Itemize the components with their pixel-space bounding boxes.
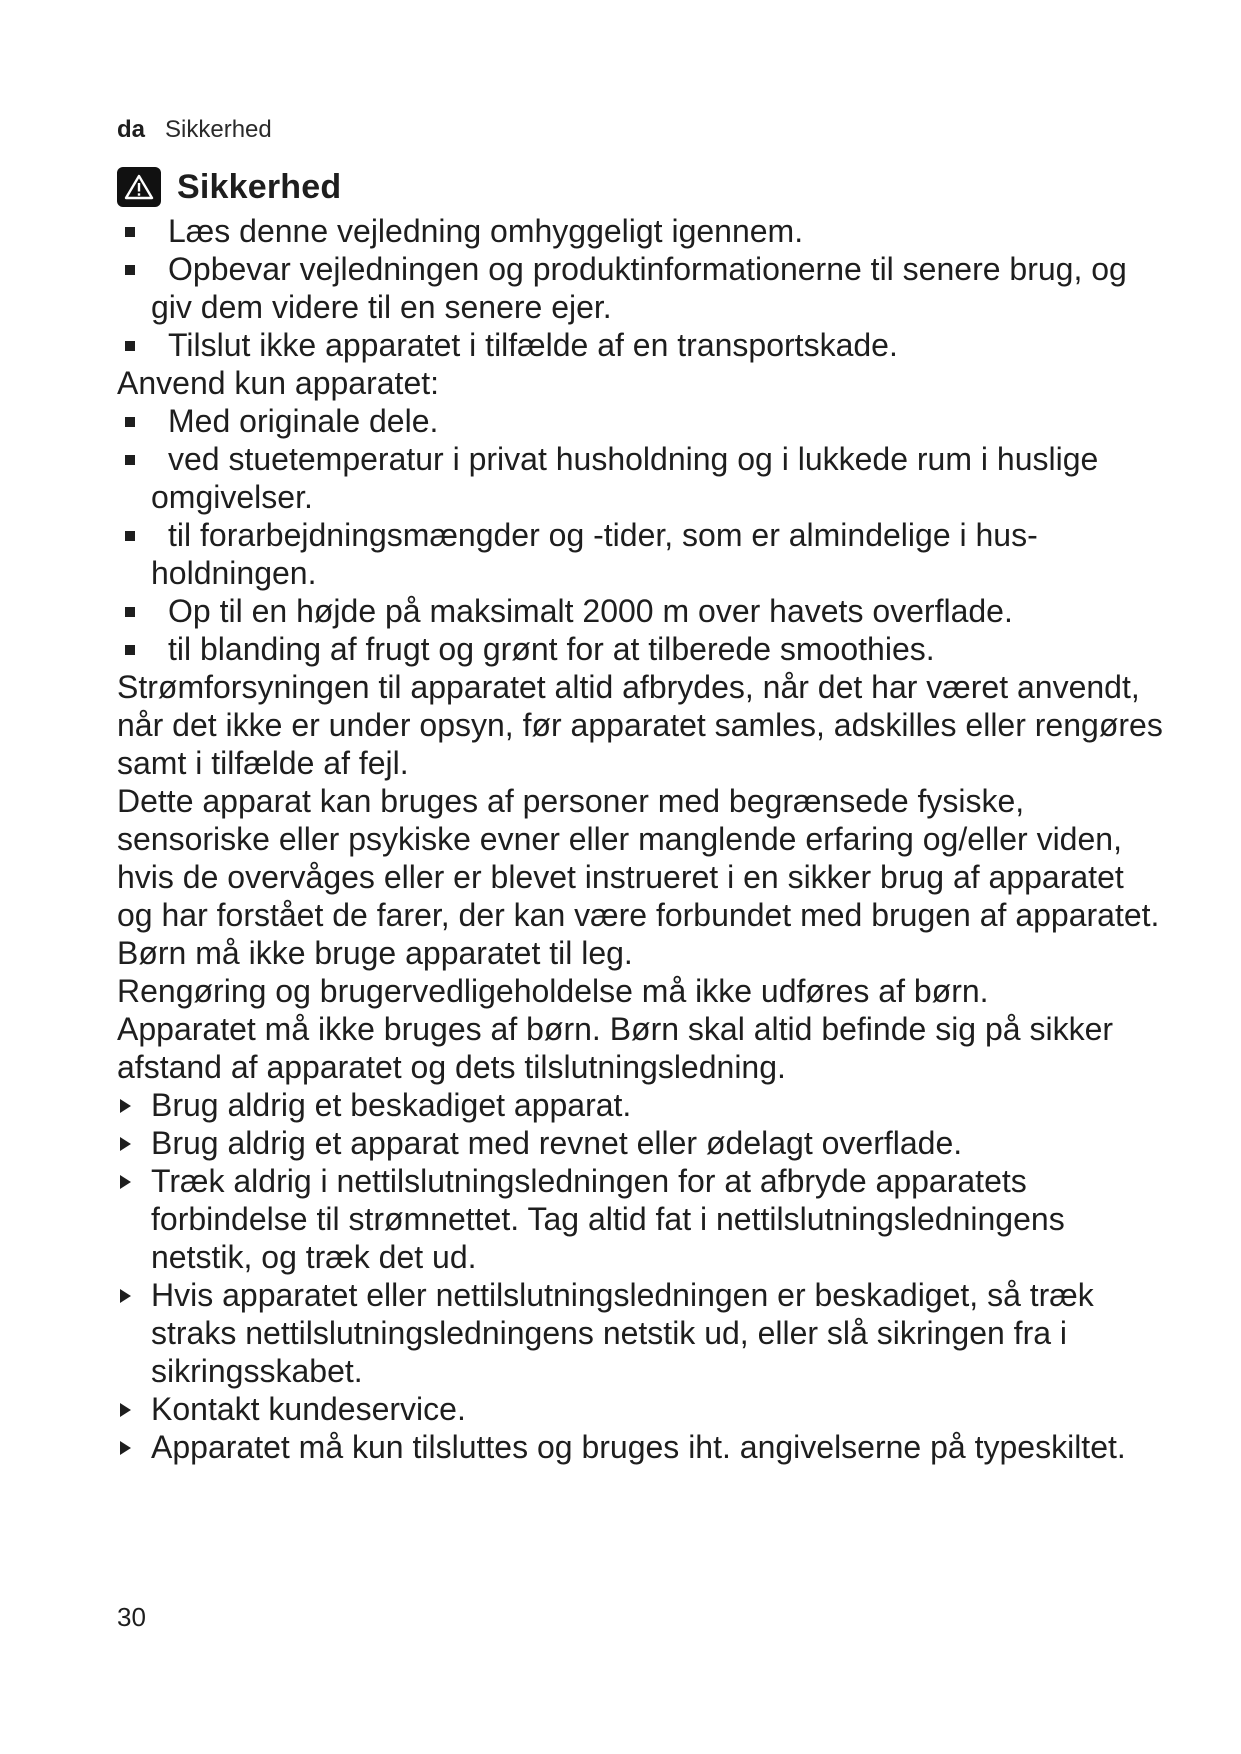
action-item: Brug aldrig et apparat med revnet eller ødelagt overflade.: [117, 1124, 1167, 1162]
page-title: Sikkerhed: [177, 167, 342, 206]
arrow-right-icon: [120, 1403, 131, 1417]
bullet-square-icon: [125, 607, 135, 617]
action-item: Kontakt kundeservice.: [117, 1390, 1167, 1428]
bullet-square-icon: [125, 265, 135, 275]
running-header: [117, 116, 272, 144]
page-number: 30: [117, 1602, 146, 1632]
action-item: Træk aldrig i nettilslutningsledningen for at afbryde apparatets forbindelse til strømnettet. Tag altid fat i nettilslutningsledningens netstik, og træk det ud.: [117, 1162, 1167, 1276]
paragraph-cleaning: Rengøring og brugervedligeholdelse må ikke udføres af børn.: [117, 973, 989, 1009]
general-bullet-list: [117, 212, 1167, 364]
list-item: Opbevar vejledningen og produktinformationerne til senere brug, og giv dem videre til en senere ejer.: [117, 250, 1167, 326]
safety-content: [117, 212, 1167, 1466]
section-title: [117, 166, 341, 208]
paragraph-children-use: Apparatet må ikke bruges af børn. Børn skal altid befinde sig på sikker afstand af apparatet og dets tilslutningsledning.: [117, 1011, 1114, 1085]
list-item: Med originale dele.: [117, 402, 1167, 440]
action-item: Brug aldrig et beskadiget apparat.: [117, 1086, 1167, 1124]
bullet-square-icon: [125, 417, 135, 427]
bullet-square-icon: [125, 645, 135, 655]
arrow-right-icon: [120, 1137, 131, 1151]
section-name: Sikkerhed: [165, 116, 272, 143]
use-intro: Anvend kun apparatet:: [117, 365, 440, 401]
action-item: Hvis apparatet eller nettilslutningsledningen er beskadiget, så træk straks nettilslutningsledningens netstik ud, eller slå sikringen fra i sikringsskabet.: [117, 1276, 1167, 1390]
action-list: [117, 1086, 1167, 1466]
list-item: til forarbejdningsmængder og -tider, som er almindelige i husholdningen.: [117, 516, 1167, 592]
language-code: da: [117, 116, 146, 143]
list-item: til blanding af frugt og grønt for at tilberede smoothies.: [117, 630, 1167, 668]
paragraph-persons: Dette apparat kan bruges af personer med begrænsede fysiske, sensoriske eller psykiske evner eller manglende erfaring og/eller viden, hvis de overvåges eller er blevet instrueret i en sikker brug af apparatet og har forstået de farer, der kan være forbundet med brugen af apparatet.: [117, 783, 1160, 933]
action-item: Apparatet må kun tilsluttes og bruges iht. angivelserne på typeskiltet.: [117, 1428, 1167, 1466]
list-item: Læs denne vejledning omhyggeligt igennem.: [117, 212, 1167, 250]
warning-triangle-icon: [117, 167, 161, 207]
bullet-square-icon: [125, 531, 135, 541]
arrow-right-icon: [120, 1441, 131, 1455]
bullet-square-icon: [125, 341, 135, 351]
arrow-right-icon: [120, 1289, 131, 1303]
usage-bullet-list: [117, 402, 1167, 668]
bullet-square-icon: [125, 227, 135, 237]
list-item: ved stuetemperatur i privat husholdning og i lukkede rum i huslige omgivelser.: [117, 440, 1167, 516]
list-item: Op til en højde på maksimalt 2000 m over havets overflade.: [117, 592, 1167, 630]
arrow-right-icon: [120, 1175, 131, 1189]
paragraph-power-supply: Strømforsyningen til apparatet altid afbrydes, når det har været anvendt, når det ikke er under opsyn, før apparatet samles, adskilles eller rengøres samt i tilfælde af fejl.: [117, 669, 1163, 781]
paragraph-children-play: Børn må ikke bruge apparatet til leg.: [117, 935, 633, 971]
list-item: Tilslut ikke apparatet i tilfælde af en transportskade.: [117, 326, 1167, 364]
arrow-right-icon: [120, 1099, 131, 1113]
bullet-square-icon: [125, 455, 135, 465]
